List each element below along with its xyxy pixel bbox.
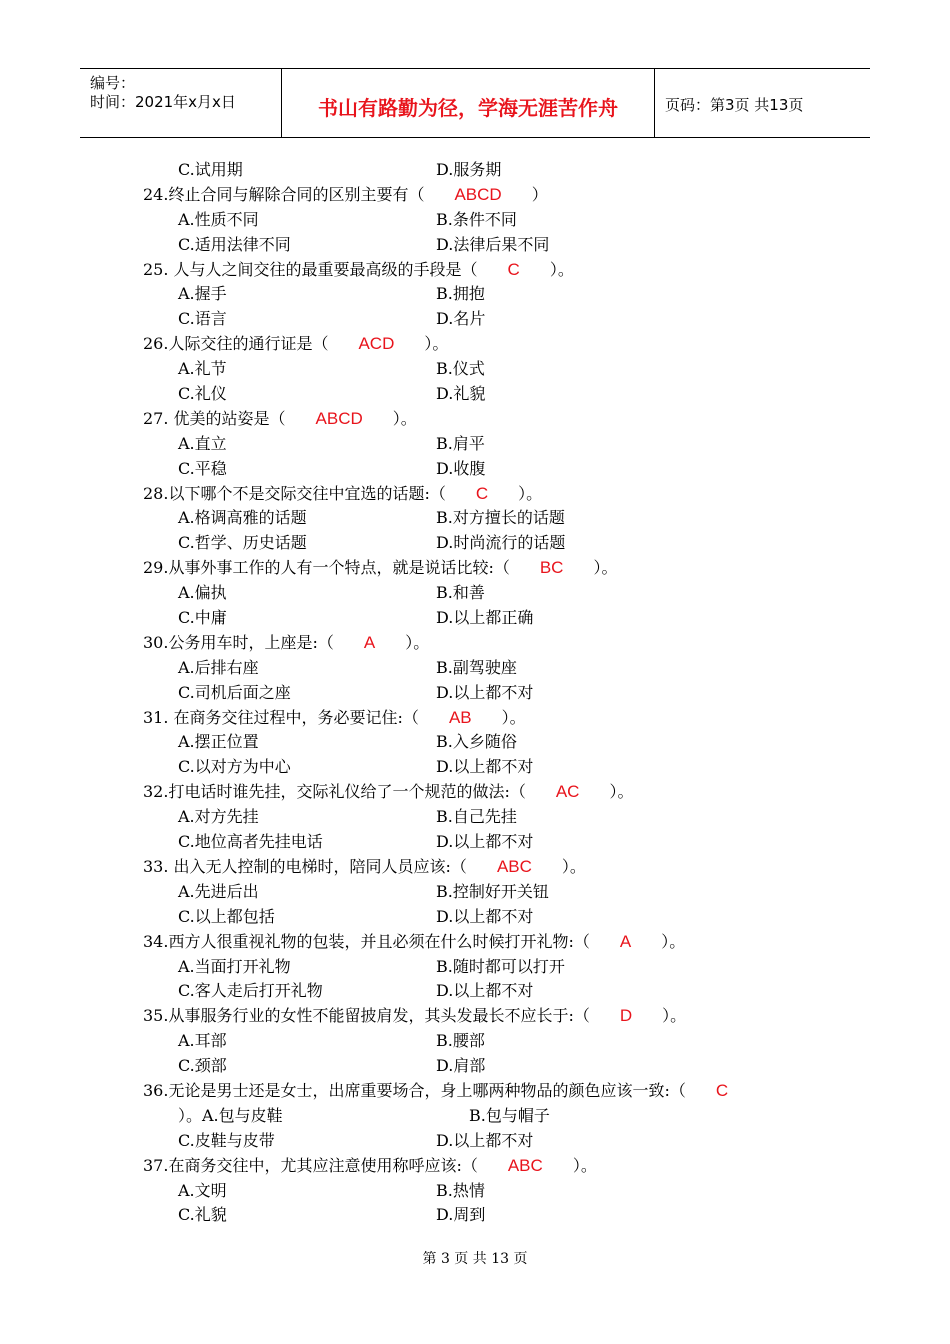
option-left: C.皮鞋与皮带 xyxy=(178,1130,275,1150)
option-row xyxy=(143,755,883,780)
question-end: ）。 xyxy=(593,558,618,578)
option-row xyxy=(143,905,883,930)
option-right: D.以上都不对 xyxy=(436,906,534,926)
question-end: ）。 xyxy=(501,707,526,727)
option-left: ）。A.包与皮鞋 xyxy=(178,1105,283,1125)
option-row xyxy=(143,656,883,681)
option-left: A.格调高雅的话题 xyxy=(178,508,307,528)
question-end: ）。 xyxy=(392,408,417,428)
option-left: C.中庸 xyxy=(178,608,227,628)
question-row xyxy=(143,1004,883,1029)
option-row xyxy=(143,730,883,755)
option-right: D.以上都正确 xyxy=(436,608,534,628)
option-left: C.试用期 xyxy=(178,160,243,179)
option-row xyxy=(143,581,883,606)
option-left: C.适用法律不同 xyxy=(178,234,291,254)
question-text xyxy=(143,780,633,805)
answer-key: AC xyxy=(555,782,580,802)
question-end: ）。 xyxy=(572,1155,597,1175)
option-right: B.腰部 xyxy=(436,1031,485,1051)
option-left: C.礼貌 xyxy=(178,1205,227,1225)
question-text xyxy=(143,1154,597,1179)
option-row xyxy=(143,1104,883,1129)
option-row xyxy=(143,606,883,631)
option-left: C.平稳 xyxy=(178,458,227,478)
option-left: C.以对方为中心 xyxy=(178,757,291,777)
option-left: C.语言 xyxy=(178,309,227,329)
option-right: D.以上都不对 xyxy=(436,1130,534,1150)
answer-key: C xyxy=(475,483,489,503)
option-left: C.哲学、历史话题 xyxy=(178,533,307,553)
option-right: B.仪式 xyxy=(436,359,485,379)
option-row xyxy=(143,955,883,980)
document-number-label: 编号： xyxy=(90,74,136,92)
option-row xyxy=(143,282,883,307)
option-left: C.礼仪 xyxy=(178,384,227,404)
question-list xyxy=(143,158,883,1228)
question-end: ）。 xyxy=(661,931,686,951)
option-left: C.颈部 xyxy=(178,1056,227,1076)
option-row xyxy=(143,1129,883,1154)
option-right: D.周到 xyxy=(436,1205,486,1225)
option-right: B.条件不同 xyxy=(436,209,517,229)
option-left: A.握手 xyxy=(178,284,227,304)
option-right: B.自己先挂 xyxy=(436,807,517,827)
answer-key: A xyxy=(363,632,376,652)
question-stem: 24.终止合同与解除合同的区别主要有（ xyxy=(143,184,425,204)
question-row xyxy=(143,1079,883,1104)
question-end: ）。 xyxy=(609,782,634,802)
header-page-cell xyxy=(655,69,870,137)
question-stem: 28.以下哪个不是交际交往中宜选的话题:（ xyxy=(143,483,446,503)
option-left: C.客人走后打开礼物 xyxy=(178,981,323,1001)
option-left: A.性质不同 xyxy=(178,209,259,229)
question-stem: 31. 在商务交往过程中，务必要记住:（ xyxy=(143,707,419,727)
option-right: B.热情 xyxy=(436,1180,485,1200)
option-left: A.对方先挂 xyxy=(178,807,259,827)
question-text xyxy=(143,930,685,955)
option-right: D.服务期 xyxy=(436,160,502,179)
question-row xyxy=(143,631,883,656)
option-right: B.肩平 xyxy=(436,433,485,453)
question-stem: 33. 出入无人控制的电梯时，陪同人员应该:（ xyxy=(143,856,467,876)
question-row xyxy=(143,1154,883,1179)
question-row xyxy=(143,482,883,507)
question-text xyxy=(143,482,542,507)
answer-key: ABC xyxy=(496,856,532,876)
question-stem: 27. 优美的站姿是（ xyxy=(143,408,286,428)
option-row xyxy=(143,1029,883,1054)
question-row xyxy=(143,706,883,731)
answer-key: AB xyxy=(448,707,472,727)
question-text xyxy=(143,706,526,731)
option-row xyxy=(143,208,883,233)
option-left: C.以上都包括 xyxy=(178,906,275,926)
answer-key: D xyxy=(619,1006,633,1026)
option-right: D.礼貌 xyxy=(436,384,486,404)
option-row xyxy=(143,681,883,706)
question-row xyxy=(143,183,883,208)
question-row xyxy=(143,780,883,805)
question-row xyxy=(143,258,883,283)
question-end: ）。 xyxy=(518,483,543,503)
option-left: A.后排右座 xyxy=(178,657,259,677)
option-right: D.法律后果不同 xyxy=(436,234,550,254)
option-right: D.以上都不对 xyxy=(436,757,534,777)
question-text xyxy=(143,631,429,656)
answer-key: BC xyxy=(539,558,564,578)
option-left: C.司机后面之座 xyxy=(178,682,291,702)
question-text xyxy=(143,1079,758,1104)
question-stem: 36.无论是男士还是女士，出席重要场合，身上哪两种物品的颜色应该一致:（ xyxy=(143,1080,686,1100)
option-right: D.以上都不对 xyxy=(436,682,534,702)
question-text xyxy=(143,556,617,581)
option-left: C.地位高者先挂电话 xyxy=(178,832,323,852)
page-footer: 第 3 页 共 13 页 xyxy=(422,1251,528,1267)
option-right: D.以上都不对 xyxy=(436,981,534,1001)
option-row xyxy=(143,457,883,482)
answer-key: ABCD xyxy=(315,408,363,428)
option-left: A.礼节 xyxy=(178,359,227,379)
question-end: ）。 xyxy=(662,1006,687,1026)
question-row xyxy=(143,332,883,357)
answer-key: ABCD xyxy=(454,184,502,204)
question-text xyxy=(143,332,448,357)
question-row xyxy=(143,930,883,955)
question-stem: 25. 人与人之间交往的最重要最高级的手段是（ xyxy=(143,259,478,279)
option-right: B.副驾驶座 xyxy=(436,657,517,677)
question-end: ）。 xyxy=(424,334,449,354)
question-row xyxy=(143,855,883,880)
option-left: A.先进后出 xyxy=(178,881,259,901)
option-right: B.入乡随俗 xyxy=(436,732,517,752)
question-text xyxy=(143,855,586,880)
option-left: A.偏执 xyxy=(178,583,227,603)
option-row xyxy=(143,357,883,382)
answer-key: A xyxy=(619,931,632,951)
question-stem: 32.打电话时谁先挂，交际礼仪给了一个规范的做法:（ xyxy=(143,782,526,802)
option-right: D.以上都不对 xyxy=(436,832,534,852)
question-text xyxy=(143,258,574,283)
option-right: D.肩部 xyxy=(436,1056,486,1076)
question-stem: 26.人际交往的通行证是（ xyxy=(143,334,329,354)
option-right: B.随时都可以打开 xyxy=(436,956,565,976)
option-left: A.文明 xyxy=(178,1180,227,1200)
option-row xyxy=(143,531,883,556)
option-row xyxy=(143,382,883,407)
option-row xyxy=(143,979,883,1004)
page-header xyxy=(80,68,870,138)
question-text xyxy=(143,183,548,208)
question-end: ）。 xyxy=(549,259,574,279)
document-date-label: 时间：2021年x月x日 xyxy=(90,93,236,111)
question-end: ）。 xyxy=(561,856,586,876)
option-row xyxy=(143,1179,883,1204)
option-right: B.包与帽子 xyxy=(469,1105,550,1125)
option-right: D.时尚流行的话题 xyxy=(436,533,566,553)
option-right: D.名片 xyxy=(436,309,486,329)
option-right: D.收腹 xyxy=(436,458,486,478)
option-left: A.直立 xyxy=(178,433,227,453)
option-right: B.对方擅长的话题 xyxy=(436,508,565,528)
option-row xyxy=(143,307,883,332)
header-motto: 书山有路勤为径，学海无涯苦作舟 xyxy=(318,96,618,120)
question-stem: 29.从事外事工作的人有一个特点，就是说话比较:（ xyxy=(143,558,510,578)
option-left: A.摆正位置 xyxy=(178,732,259,752)
option-row xyxy=(143,805,883,830)
question-text xyxy=(143,1004,686,1029)
option-row xyxy=(143,233,883,258)
answer-key: C xyxy=(715,1080,729,1100)
question-text xyxy=(143,407,417,432)
header-meta-cell xyxy=(80,69,282,137)
question-stem: 37.在商务交往中，尤其应注意使用称呼应该:（ xyxy=(143,1155,478,1175)
option-left: A.耳部 xyxy=(178,1031,227,1051)
option-row xyxy=(143,158,883,183)
header-page-info: 页码：第3页 共13页 xyxy=(665,96,804,114)
question-end: ） xyxy=(531,184,548,204)
option-row xyxy=(143,830,883,855)
answer-key: ABC xyxy=(507,1155,543,1175)
answer-key: C xyxy=(507,259,520,279)
question-end: ）。 xyxy=(405,632,430,652)
option-row xyxy=(143,1054,883,1079)
question-stem: 30.公务用车时，上座是:（ xyxy=(143,632,334,652)
option-right: B.控制好开关钮 xyxy=(436,881,549,901)
option-row xyxy=(143,880,883,905)
answer-key: ACD xyxy=(358,334,395,354)
question-row xyxy=(143,556,883,581)
option-right: B.拥抱 xyxy=(436,284,485,304)
option-row xyxy=(143,432,883,457)
question-stem: 34.西方人很重视礼物的包装，并且必须在什么时候打开礼物:（ xyxy=(143,931,590,951)
header-motto-cell xyxy=(282,69,655,137)
option-row xyxy=(143,506,883,531)
option-left: A.当面打开礼物 xyxy=(178,956,291,976)
question-row xyxy=(143,407,883,432)
option-right: B.和善 xyxy=(436,583,485,603)
question-stem: 35.从事服务行业的女性不能留披肩发，其头发最长不应长于:（ xyxy=(143,1006,590,1026)
option-row xyxy=(143,1203,883,1228)
